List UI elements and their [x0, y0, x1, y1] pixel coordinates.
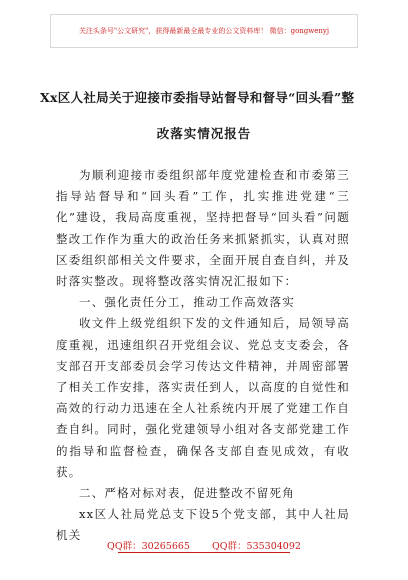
footer-underline	[118, 552, 290, 553]
section-heading-2: 二、严格对标对表，促进整改不留死角	[79, 486, 295, 501]
footer	[0, 538, 408, 552]
paragraph-section-2: xx区人社局党总支下设5个党支部，其中人社局机关	[56, 507, 350, 543]
header-banner	[50, 14, 358, 48]
document-subtitle: 改落实情况报告	[156, 126, 252, 141]
footer-qq-group-1: QQ群：30265665	[107, 541, 190, 552]
section-heading-1: 一、强化责任分工，推动工作高效落实	[79, 295, 295, 310]
paragraph-intro: 为顺利迎接市委组织部年度党建检查和市委第三指导站督导和“回头看”工作，扎实推进党建“三化”建设，我局高度重视，坚持把督导“回头看”问题整改工作作为重大的政治任务来抓紧抓实，认真对照区委组织部相关文件要求，全面开展自查自纠，并及时落实整改。现将整改落实情况汇报如下：	[56, 168, 350, 289]
document-body	[56, 165, 350, 547]
paragraph-section-1: 收文件上级党组织下发的文件通知后，局领导高度重视，迅速组织召开党组会议、党总支支委会，各支部召开支部委员会学习传达文件精神，并周密部署了相关工作安排，落实责任到人，以高度的自觉性和高效的行动力迅速在全人社系统内开展了党建工作自查自纠。同时，强化党建领导小组对各支部党建工作的指导和监督检查，确保各支部自查见成效，有收获。	[56, 316, 350, 479]
banner-text: 关注头条号"公文研究"，获得最新最全最专业的公文资料库！ 微信：gongwenyj	[78, 27, 330, 35]
document-title: Xx区人社局关于迎接市委指导站督导和督导“回头看”整	[40, 90, 355, 105]
footer-qq-group-2: QQ群：535304092	[211, 541, 301, 552]
